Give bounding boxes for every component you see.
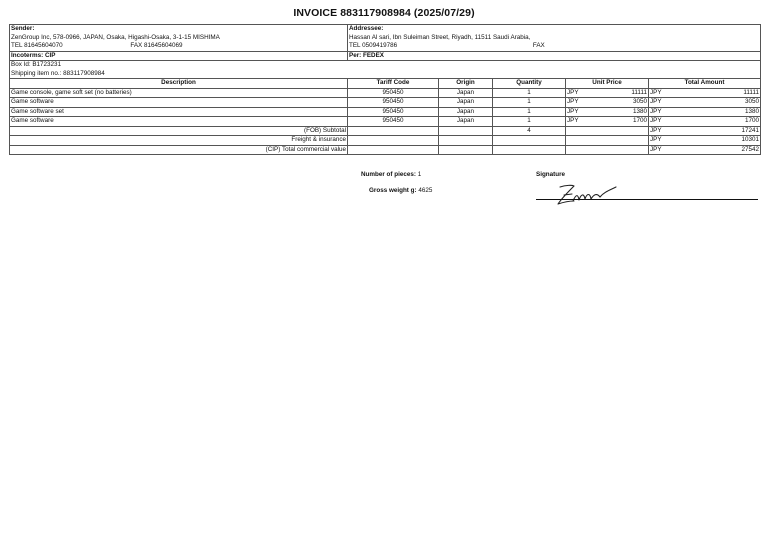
total-amount-currency: JPY xyxy=(650,117,662,124)
item-total-amount xyxy=(649,107,761,117)
item-quantity: 1 xyxy=(493,98,566,108)
subtotal-currency: JPY xyxy=(650,126,662,134)
unit-price-value: 3050 xyxy=(632,98,647,105)
total-amount-currency: JPY xyxy=(650,107,662,115)
item-total-amount xyxy=(649,117,761,127)
header-tariff-code: Tariff Code xyxy=(348,79,439,89)
item-origin: Japan xyxy=(439,117,493,127)
parties-row xyxy=(10,25,761,52)
table-row xyxy=(10,88,761,98)
item-description: Game software set xyxy=(10,107,348,117)
total-amount-value: 1700 xyxy=(744,117,759,124)
unit-price-value: 11111 xyxy=(631,88,647,96)
item-quantity: 1 xyxy=(493,88,566,98)
item-tariff-code: 950450 xyxy=(348,98,439,108)
table-row xyxy=(10,117,761,127)
addressee-label: Addressee: xyxy=(349,25,384,32)
subtotal-row xyxy=(10,126,761,136)
total-value: 27542 xyxy=(741,145,759,153)
signature-line xyxy=(536,199,758,200)
item-origin: Japan xyxy=(439,107,493,117)
total-amount-currency: JPY xyxy=(650,98,662,105)
table-row xyxy=(10,98,761,108)
total-amount-value: 11111 xyxy=(743,88,759,96)
unit-price-currency: JPY xyxy=(567,117,579,124)
freight-value: 10301 xyxy=(741,136,759,143)
shipment-row xyxy=(10,61,761,79)
sender-tel: TEL 81645604070 xyxy=(11,42,63,49)
shipping-item-number: Shipping item no.: 883117908984 xyxy=(11,69,105,77)
header-row xyxy=(10,79,761,89)
unit-price-currency: JPY xyxy=(567,98,579,105)
item-tariff-code: 950450 xyxy=(348,117,439,127)
item-origin: Japan xyxy=(439,88,493,98)
item-total-amount xyxy=(649,88,761,98)
item-description: Game console, game soft set (no batteries) xyxy=(10,88,348,98)
weight-field xyxy=(369,187,432,194)
addressee-address: Hassan Al sari, Ibn Suleiman Street, Riyadh, 11511 Saudi Arabia, xyxy=(349,33,531,41)
header-total-amount: Total Amount xyxy=(649,79,761,89)
incoterms: Incoterms: CIP xyxy=(10,51,348,61)
pieces-field xyxy=(361,171,421,178)
sender-label: Sender: xyxy=(11,25,35,32)
table-row xyxy=(10,107,761,117)
sender-address: ZenGroup Inc, 578-0966, JAPAN, Osaka, Higashi-Osaka, 3-1-15 MISHIMA xyxy=(11,33,220,41)
item-total-amount xyxy=(649,98,761,108)
item-quantity: 1 xyxy=(493,107,566,117)
header-description: Description xyxy=(10,79,348,89)
line-items xyxy=(10,88,761,126)
addressee-cell xyxy=(348,25,761,52)
box-id: Box Id: B1723231 xyxy=(11,61,62,68)
pieces-value: 1 xyxy=(417,171,422,178)
invoice-table xyxy=(9,24,761,155)
item-description: Game software xyxy=(10,98,348,108)
total-amount-value: 3050 xyxy=(744,98,759,105)
item-origin: Japan xyxy=(439,98,493,108)
sender-cell xyxy=(10,25,348,52)
freight-currency: JPY xyxy=(650,136,662,143)
item-description: Game software xyxy=(10,117,348,127)
shipment-cell xyxy=(10,61,761,79)
weight-value: 4625 xyxy=(418,187,433,194)
weight-label: Gross weight g: xyxy=(369,187,417,194)
freight-amount xyxy=(649,136,761,146)
total-currency: JPY xyxy=(650,145,662,153)
item-unit-price xyxy=(566,98,649,108)
item-unit-price xyxy=(566,117,649,127)
total-amount-value: 1380 xyxy=(744,107,759,115)
header-origin: Origin xyxy=(439,79,493,89)
subtotal-label: (FOB) Subtotal xyxy=(10,126,348,136)
item-unit-price xyxy=(566,107,649,117)
item-quantity: 1 xyxy=(493,117,566,127)
unit-price-currency: JPY xyxy=(567,107,579,115)
total-amount xyxy=(649,145,761,155)
freight-label: Freight & insurance xyxy=(10,136,348,146)
carrier: Per: FEDEX xyxy=(348,51,761,61)
addressee-tel: TEL 0509419786 xyxy=(349,42,398,49)
sender-fax: FAX 81645604069 xyxy=(130,42,183,49)
terms-row xyxy=(10,51,761,61)
signature-label: Signature xyxy=(536,171,566,178)
unit-price-value: 1380 xyxy=(632,107,647,115)
subtotal-value: 17241 xyxy=(741,126,759,134)
item-tariff-code: 950450 xyxy=(348,88,439,98)
total-amount-currency: JPY xyxy=(650,88,662,96)
signature-image xyxy=(554,182,624,208)
header-unit-price: Unit Price xyxy=(566,79,649,89)
item-tariff-code: 950450 xyxy=(348,107,439,117)
item-unit-price xyxy=(566,88,649,98)
total-row xyxy=(10,145,761,155)
addressee-fax: FAX xyxy=(532,42,545,49)
unit-price-currency: JPY xyxy=(567,88,579,96)
total-label: (CIP) Total commercial value xyxy=(10,145,348,155)
subtotal-amount xyxy=(649,126,761,136)
freight-row xyxy=(10,136,761,146)
pieces-label: Number of pieces: xyxy=(361,171,416,178)
subtotal-quantity: 4 xyxy=(493,126,566,136)
invoice-title: INVOICE 883117908984 (2025/07/29) xyxy=(293,7,475,19)
unit-price-value: 1700 xyxy=(632,117,647,124)
header-quantity: Quantity xyxy=(493,79,566,89)
